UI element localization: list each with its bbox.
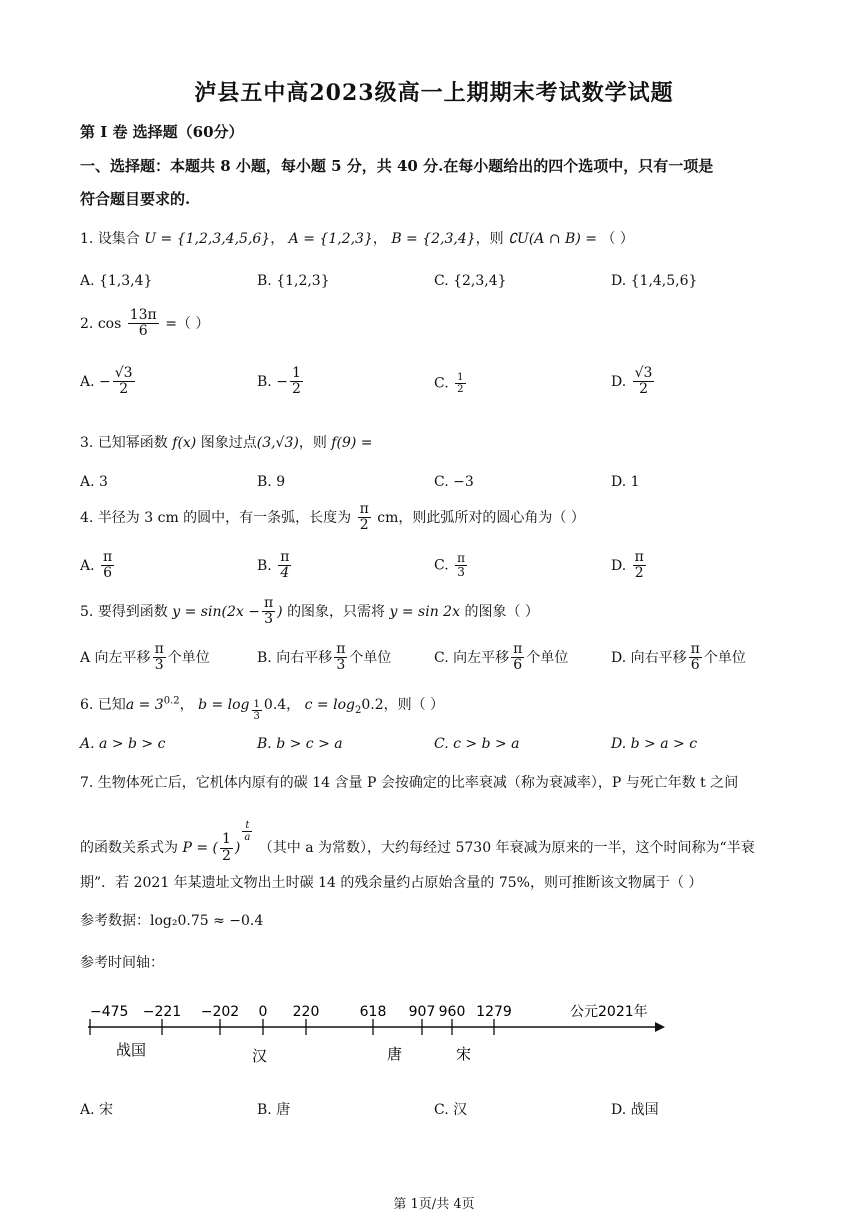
answer-blank: =（ ） xyxy=(165,315,210,332)
question-text: 图象过点 xyxy=(200,435,257,451)
timeline-tick-label: 960 xyxy=(438,1004,466,1020)
timeline-tick-label: −202 xyxy=(200,1004,240,1020)
question-text: 的图象，只需将 xyxy=(287,603,386,620)
q1-option-a: A. {1,3,4} xyxy=(80,273,153,289)
function-value-expr: f(9) = xyxy=(331,435,373,451)
var-c: c = log xyxy=(304,697,355,713)
question-1: 1. 设集合 U = {1,2,3,4,5,6}， A = {1,2,3}， B = {2,3,4}，则 ∁U(A ∩ B) = （ ） xyxy=(80,231,634,247)
q3-option-b: B. 9 xyxy=(257,474,286,490)
q6-option-b: B. b > c > a xyxy=(257,736,343,752)
question-number: 5. xyxy=(80,603,94,620)
q6-option-a: A. a > b > c xyxy=(80,736,166,752)
timeline-tick-label: 907 xyxy=(408,1004,436,1020)
part-heading: 第 I 卷 选择题（60分） xyxy=(80,123,244,141)
arrow-icon xyxy=(655,1022,665,1032)
question-2 xyxy=(80,308,209,340)
q3-option-d: D. 1 xyxy=(611,474,640,490)
q6-option-c: C. c > b > a xyxy=(434,736,520,752)
question-6: 6. 已知$a = 3^{0.2}$， b = log $\frac{1}{3}$ 0.4， $c = \log_20.2$，则（ ） xyxy=(80,695,445,722)
fraction: $\frac{\pi}{3}$ xyxy=(263,595,274,628)
q2-option-d: D. $\frac{√3}{2}$ xyxy=(611,365,653,398)
section-heading-line2: 符合题目要求的. xyxy=(80,190,191,208)
question-5: 5. 要得到函数 y = sin(2x − $\frac{\pi}{3}$ ) 的图象，只需将 y = sin 2x 的图象（ ） xyxy=(80,595,539,628)
q2-option-b: B. − $\frac{1}{2}$ xyxy=(257,365,301,398)
timeline-tick-label: 1279 xyxy=(476,1004,512,1020)
fraction: $\frac{\pi}{2}$ xyxy=(359,501,369,534)
set-u: U = {1,2,3,4,5,6} xyxy=(144,231,271,247)
function-expr: y = sin 2x xyxy=(389,603,460,620)
q1-option-c: C. {2,3,4} xyxy=(434,273,507,289)
function-expr: y = sin(2x − xyxy=(172,603,260,620)
q1-option-b: B. {1,2,3} xyxy=(257,273,330,289)
question-text: 已知幂函数 xyxy=(97,435,168,451)
question-7-line1: 7. 生物体死亡后，它机体内原有的碳 14 含量 P 会按确定的比率衰减（称为衰减率），P 与死亡年数 t 之间 xyxy=(80,775,739,791)
question-number: 1. xyxy=(80,231,94,247)
q1-option-d: D. {1,4,5,6} xyxy=(611,273,698,289)
timeline-end-label: 公元2021年 xyxy=(570,1004,648,1020)
var-b: b = log xyxy=(198,697,250,713)
q6-option-d: D. b > a > c xyxy=(611,736,698,752)
timeline-tick-label: −221 xyxy=(142,1004,182,1020)
reference-data: 参考数据：log₂0.75 ≈ −0.4 xyxy=(80,913,264,929)
q7-option-c: C. 汉 xyxy=(434,1102,468,1118)
answer-blank: （ ） xyxy=(601,231,634,247)
era-han: 汉 xyxy=(252,1047,268,1065)
q2-option-c: C. $\frac{1}{2}$ xyxy=(434,372,464,395)
q4-option-d: D. $\frac{\pi}{2}$ xyxy=(611,549,644,582)
q7-option-d: D. 战国 xyxy=(611,1102,659,1118)
set-b: B = {2,3,4} xyxy=(391,231,476,247)
question-text: 已知 xyxy=(97,697,126,713)
reference-timeline-label: 参考时间轴： xyxy=(80,955,164,971)
era-song: 宋 xyxy=(456,1045,472,1063)
section-heading-line1: 一、选择题：本题共 8 小题，每小题 5 分，共 40 分.在每小题给出的四个选项中，只有一项是 xyxy=(80,157,714,175)
fraction: $\frac{13\pi}{6}$ xyxy=(129,307,157,340)
question-number: 3. xyxy=(80,435,94,451)
question-text: 设集合 xyxy=(97,231,140,247)
q4-option-c: C. $\frac{\pi}{3}$ xyxy=(434,551,466,580)
q7-option-a: A. 宋 xyxy=(80,1102,114,1118)
question-7-line3: 期”．若 2021 年某遗址文物出土时碳 14 的残余量约占原始含量的 75%，则可推断该文物属于（ ） xyxy=(80,875,703,891)
q3-option-a: A. 3 xyxy=(80,474,108,490)
q4-option-a: A. $\frac{\pi}{6}$ xyxy=(80,549,113,582)
timeline-diagram xyxy=(80,995,670,1075)
q2-option-a: A. − $\frac{√3}{2}$ xyxy=(80,365,133,398)
q3-option-c: C. −3 xyxy=(434,474,474,490)
question-3: 3. 已知幂函数 f(x) 图象过点(3,√3)，则 f(9) = xyxy=(80,435,373,451)
question-text: cos xyxy=(97,315,122,332)
set-a: A = {1,2,3} xyxy=(288,231,373,247)
question-text: 的图象（ ） xyxy=(464,603,539,620)
question-number: 2. xyxy=(80,315,94,332)
q4-option-b: B. $\frac{\pi}{4}$ xyxy=(257,549,290,582)
question-4 xyxy=(80,502,585,534)
question-text: 要得到函数 xyxy=(97,603,168,620)
function-expr: f(x) xyxy=(172,435,197,451)
question-7-line2: 的函数关系式为 P = ( $\frac{1}{2}$ ) $\frac{t}{a}$ （其中 a 为常数），大约每经过 5730 年衰减为原来的一半，这个时间称为“半衰 xyxy=(80,820,755,864)
timeline-tick-label: 220 xyxy=(292,1004,320,1020)
q5-option-c: C. 向左平移 $\frac{\pi}{6}$ 个单位 xyxy=(434,641,569,674)
timeline-tick-label: 0 xyxy=(258,1004,268,1020)
era-warring-states: 战国 xyxy=(116,1041,147,1059)
era-tang: 唐 xyxy=(387,1045,403,1063)
page-footer: 第 1页/共 4页 xyxy=(393,1197,475,1212)
timeline-tick-label: −475 xyxy=(90,1004,129,1020)
q7-option-b: B. 唐 xyxy=(257,1102,291,1118)
question-text: 半径为 3 cm 的圆中，有一条弧，长度为 xyxy=(97,509,352,526)
question-number: 4. xyxy=(80,509,94,526)
q5-option-d: D. 向右平移 $\frac{\pi}{6}$ 个单位 xyxy=(611,641,746,674)
point-expr: (3,√3) xyxy=(256,435,299,451)
q5-option-b: B. 向右平移 $\frac{\pi}{3}$ 个单位 xyxy=(257,641,392,674)
question-text: cm，则此弧所对的圆心角为（ ） xyxy=(377,509,585,526)
question-number: 6. xyxy=(80,697,94,713)
q5-option-a: A 向左平移 $\frac{\pi}{3}$ 个单位 xyxy=(80,641,210,674)
var-a: a = 3 xyxy=(125,697,164,713)
expression: ∁U(A ∩ B) = xyxy=(508,231,597,247)
question-text: ，则 xyxy=(475,231,504,247)
timeline-tick-label: 618 xyxy=(359,1004,387,1020)
page-title: 泸县五中高2023级高一上期期末考试数学试题 xyxy=(194,80,674,106)
